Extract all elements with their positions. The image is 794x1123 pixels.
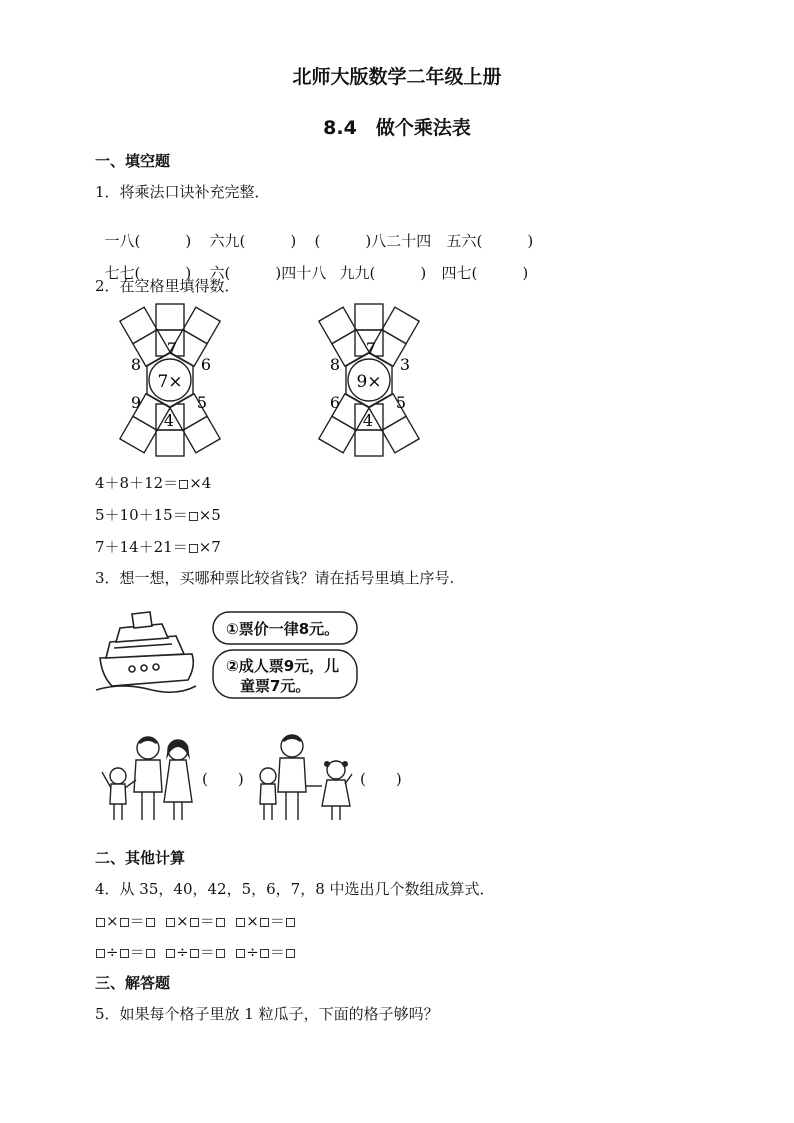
flower-2-petal: 7: [365, 339, 377, 358]
equation-left: 7＋14＋21＝: [95, 538, 188, 556]
q1-item: ( )八二十四: [314, 232, 432, 250]
times-sign: ×: [106, 912, 119, 930]
family-1-illustration: [98, 730, 198, 825]
section-heading-calculation: 二、其他计算: [95, 849, 186, 867]
equals-sign: ＝: [269, 912, 285, 930]
answer-paren-1: ( ): [202, 770, 244, 788]
blank-box: [260, 918, 269, 927]
page-title: 北师大版数学二年级上册: [292, 66, 502, 88]
question-2-text: 2．在空格里填得数．: [95, 277, 240, 295]
section-heading-word-problems: 三、解答题: [95, 974, 171, 992]
flower-2-petal: 5: [395, 393, 407, 412]
divide-sign: ÷: [106, 943, 119, 961]
divide-sign: ÷: [246, 943, 259, 961]
flower-1-center: 7×: [157, 372, 183, 392]
times-sign: ×: [176, 912, 189, 930]
blank-box: [179, 480, 188, 489]
q1-item: 九九( ): [339, 264, 427, 282]
question-4-text: 4．从 35，40，42，5，6，7，8 中选出几个数组成算式．: [95, 880, 495, 898]
blank-box: [236, 949, 245, 958]
blank-box: [190, 918, 199, 927]
blank-box: [236, 918, 245, 927]
q4-multiplication-row: [95, 910, 296, 931]
ship-icon: [92, 606, 202, 701]
equation-right: ×7: [198, 538, 221, 556]
q4-division-row: [95, 941, 296, 962]
blank-box: [120, 918, 129, 927]
blank-box: [190, 949, 199, 958]
q1-item: 四七( ): [441, 264, 529, 282]
answer-paren-2: ( ): [360, 770, 402, 788]
divide-sign: ÷: [176, 943, 189, 961]
section-heading-fill-blank: 一、填空题: [95, 152, 171, 170]
flower-2-petal: 6: [329, 393, 341, 412]
blank-box: [189, 512, 198, 521]
question-5-text: 5．如果每个格子里放 1 粒瓜子，下面的格子够吗？: [95, 1005, 439, 1023]
flower-1-petal: 4: [163, 411, 175, 430]
equation-right: ×5: [198, 506, 221, 524]
blank-box: [216, 949, 225, 958]
multiplication-flower-1: [90, 300, 250, 465]
ticket-option-2-line2: 童票7元。: [240, 677, 311, 695]
flower-2-center: 9×: [356, 372, 382, 392]
blank-box: [120, 949, 129, 958]
times-sign: ×: [246, 912, 259, 930]
equals-sign: ＝: [269, 943, 285, 961]
question-1-text: 1．将乘法口诀补充完整．: [95, 183, 270, 201]
blank-box: [96, 949, 105, 958]
q1-item: 五六( ): [446, 232, 534, 250]
blank-box: [286, 918, 295, 927]
q1-item: 一八( ): [104, 232, 192, 250]
multiplication-flower-2: [289, 300, 449, 465]
equals-sign: ＝: [129, 943, 145, 961]
ticket-option-1: ①票价一律8元。: [226, 620, 340, 638]
question-3-text: 3．想一想，买哪种票比较省钱？请在括号里填上序号.: [95, 569, 455, 587]
blank-box: [166, 949, 175, 958]
blank-box: [96, 918, 105, 927]
q1-item: 六九( ): [209, 232, 297, 250]
flower-2-petal: 4: [362, 411, 374, 430]
equation-left: 4＋8＋12＝: [95, 474, 179, 492]
equation-right: ×4: [189, 474, 212, 492]
blank-box: [286, 949, 295, 958]
flower-1-petal: 9: [130, 393, 142, 412]
lesson-title: 8.4 做个乘法表: [323, 117, 471, 139]
blank-box: [146, 949, 155, 958]
flower-1-petal: 6: [200, 355, 212, 374]
blank-box: [189, 544, 198, 553]
flower-1-petal: 5: [196, 393, 208, 412]
family-2-illustration: [256, 730, 356, 825]
blank-box: [166, 918, 175, 927]
blank-box: [216, 918, 225, 927]
blank-box: [146, 918, 155, 927]
equals-sign: ＝: [129, 912, 145, 930]
equation-left: 5＋10＋15＝: [95, 506, 188, 524]
flower-1-petal: 8: [130, 355, 142, 374]
flower-1-petal: 7: [166, 339, 178, 358]
equals-sign: ＝: [199, 943, 215, 961]
equation-row: [95, 504, 221, 525]
flower-2-petal: 8: [329, 355, 341, 374]
q1-item: 七七( ): [104, 264, 192, 282]
equation-row: [95, 536, 221, 557]
equals-sign: ＝: [199, 912, 215, 930]
flower-2-petal: 3: [399, 355, 411, 374]
equation-row: [95, 472, 211, 493]
ticket-option-2-line1: ②成人票9元，儿: [226, 657, 340, 675]
blank-box: [260, 949, 269, 958]
q1-item: 六( )四十八: [209, 264, 327, 282]
